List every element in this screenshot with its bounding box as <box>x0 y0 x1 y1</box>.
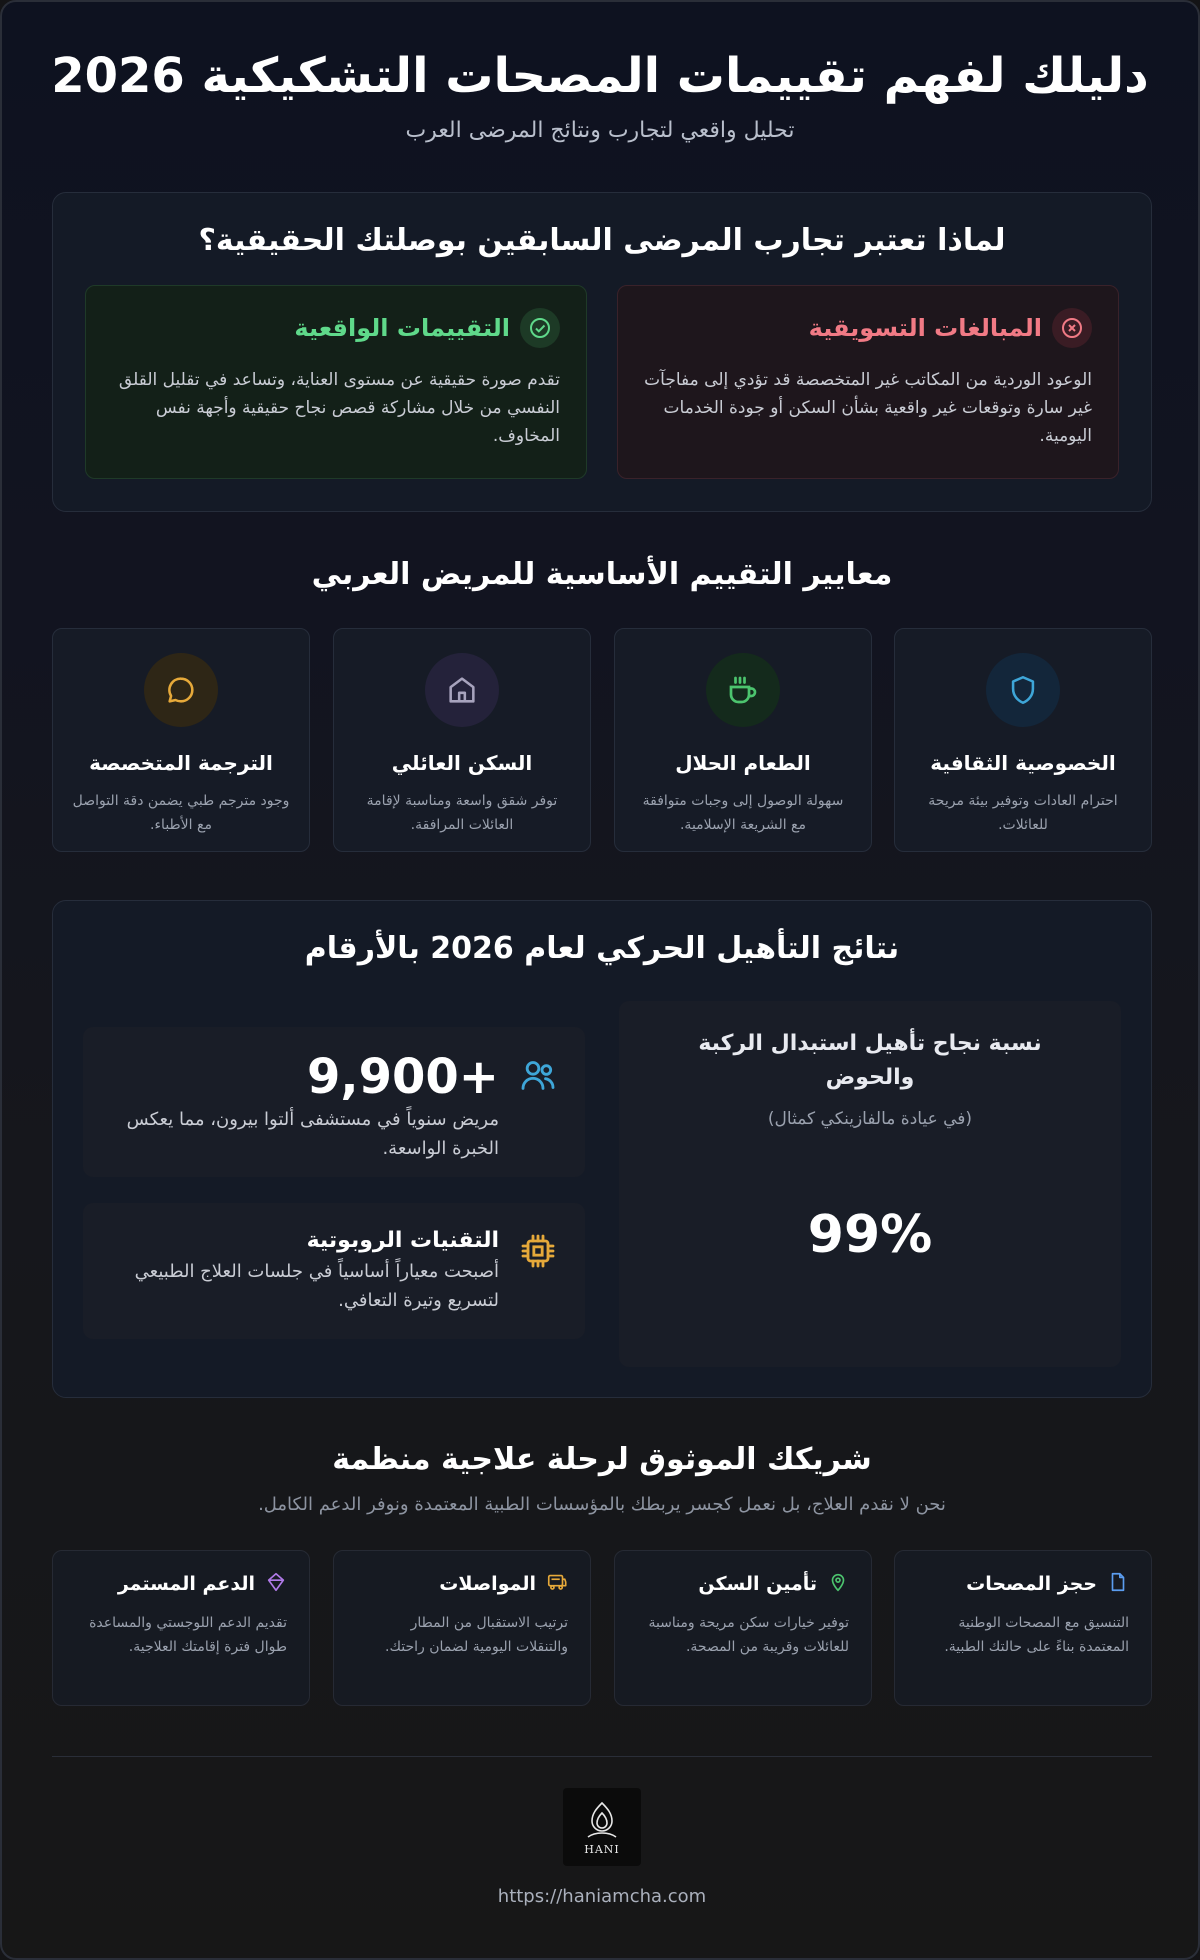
service-text: التنسيق مع المصحات الوطنية المعتمدة بناءً على حالتك الطبية. <box>944 1615 1129 1655</box>
criteria-card-halal-food <box>614 628 872 852</box>
success-rate-note: (في عيادة مالفازينكي كمثال) <box>767 1109 973 1129</box>
users-icon <box>515 1049 561 1095</box>
why-reviews-panel <box>52 192 1152 512</box>
service-card-transport <box>333 1550 591 1706</box>
service-text: توفير خيارات سكن مريحة ومناسبة للعائلات وقريبة من المصحة. <box>648 1615 849 1655</box>
service-card-clinic-booking <box>894 1550 1152 1706</box>
service-text: تقديم الدعم اللوجستي والمساعدة طوال فترة إقامتك العلاجية. <box>89 1615 287 1655</box>
home-icon <box>425 653 499 727</box>
service-title: الدعم المستمر <box>117 1573 255 1595</box>
success-rate-title: نسبة نجاح تأهيل استبدال الركبة والحوض <box>698 1031 1042 1090</box>
criteria-item-text: وجود مترجم طبي يضمن دقة التواصل مع الأطباء. <box>72 793 290 833</box>
service-text: ترتيب الاستقبال من المطار والتنقلات اليومية لضمان راحتك. <box>385 1615 568 1655</box>
criteria-item-text: احترام العادات وتوفير بيئة مريحة للعائلات. <box>928 793 1118 833</box>
service-card-ongoing-support <box>52 1550 310 1706</box>
shield-icon <box>986 653 1060 727</box>
cpu-chip-icon <box>515 1225 561 1271</box>
good-card-title: التقييمات الواقعية <box>294 314 510 342</box>
coffee-cup-icon <box>706 653 780 727</box>
results-panel <box>52 900 1152 1398</box>
service-title: حجز المصحات <box>966 1573 1097 1595</box>
criteria-card-cultural-privacy <box>894 628 1152 852</box>
criteria-item-text: سهولة الوصول إلى وجبات متوافقة مع الشريعة الإسلامية. <box>642 793 844 833</box>
service-title: المواصلات <box>439 1573 536 1595</box>
marketing-exaggeration-card <box>617 285 1119 479</box>
criteria-item-text: توفر شقق واسعة ومناسبة لإقامة العائلات المرافقة. <box>366 793 558 833</box>
x-circle-icon <box>1052 308 1092 348</box>
bad-card-text: الوعود الوردية من المكاتب غير المتخصصة قد تؤدي إلى مفاجآت غير سارة وتوقعات غير واقعية بشأن السكن أو جودة الخدمات اليومية. <box>644 370 1092 446</box>
page-subtitle: تحليل واقعي لتجارب ونتائج المرضى العرب <box>405 118 795 143</box>
map-pin-icon <box>827 1571 849 1597</box>
footer-divider <box>52 1756 1152 1757</box>
bad-card-title: المبالغات التسويقية <box>808 314 1042 342</box>
criteria-item-title: الترجمة المتخصصة <box>89 751 273 775</box>
logo-text: HANI <box>584 1842 620 1856</box>
website-link[interactable]: https://haniamcha.com <box>497 1886 707 1907</box>
robotics-text: أصبحت معياراً أساسياً في جلسات العلاج الطبيعي لتسريع وتيرة التعافي. <box>134 1261 499 1311</box>
criteria-card-family-housing <box>333 628 591 852</box>
partner-title: شريكك الموثوق لرحلة علاجية منظمة <box>332 1442 872 1477</box>
patients-stat-card <box>83 1027 585 1177</box>
patients-count: 9,900+ <box>306 1049 499 1105</box>
logo-emblem-icon <box>582 1799 622 1843</box>
robotics-stat-card <box>83 1203 585 1339</box>
criteria-card-translation <box>52 628 310 852</box>
partner-subtitle: نحن لا نقدم العلاج، بل نعمل كجسر يربطك بالمؤسسات الطبية المعتمدة ونوفر الدعم الكامل. <box>258 1494 946 1515</box>
patients-text: مريض سنوياً في مستشفى ألتوا بيرون، مما يعكس الخبرة الواسعة. <box>126 1109 499 1159</box>
criteria-item-title: الطعام الحلال <box>675 751 811 775</box>
hani-logo <box>563 1788 641 1866</box>
why-title: لماذا تعتبر تجارب المرضى السابقين بوصلتك الحقيقية؟ <box>198 223 1006 258</box>
criteria-item-title: السكن العائلي <box>391 751 533 775</box>
page-header <box>2 2 1198 143</box>
check-circle-icon <box>520 308 560 348</box>
success-rate-card <box>619 1001 1121 1367</box>
document-icon <box>1107 1571 1129 1597</box>
gem-icon <box>265 1571 287 1597</box>
page-title: دليلك لفهم تقييمات المصحات التشكيكية 2026 <box>51 48 1149 104</box>
chat-bubble-icon <box>144 653 218 727</box>
success-rate-value: 99% <box>807 1205 933 1265</box>
realistic-reviews-card <box>85 285 587 479</box>
bus-icon <box>546 1571 568 1597</box>
criteria-title: معايير التقييم الأساسية للمريض العربي <box>311 557 893 592</box>
service-card-housing <box>614 1550 872 1706</box>
results-title: نتائج التأهيل الحركي لعام 2026 بالأرقام <box>304 931 900 966</box>
robotics-title: التقنيات الروبوتية <box>306 1228 499 1253</box>
criteria-item-title: الخصوصية الثقافية <box>930 751 1116 775</box>
good-card-text: تقدم صورة حقيقية عن مستوى العناية، وتساعد في تقليل القلق النفسي من خلال مشاركة قصص نجاح حقيقية وأجهة نفس المخاوف. <box>118 370 560 446</box>
service-title: تأمين السكن <box>698 1573 817 1595</box>
